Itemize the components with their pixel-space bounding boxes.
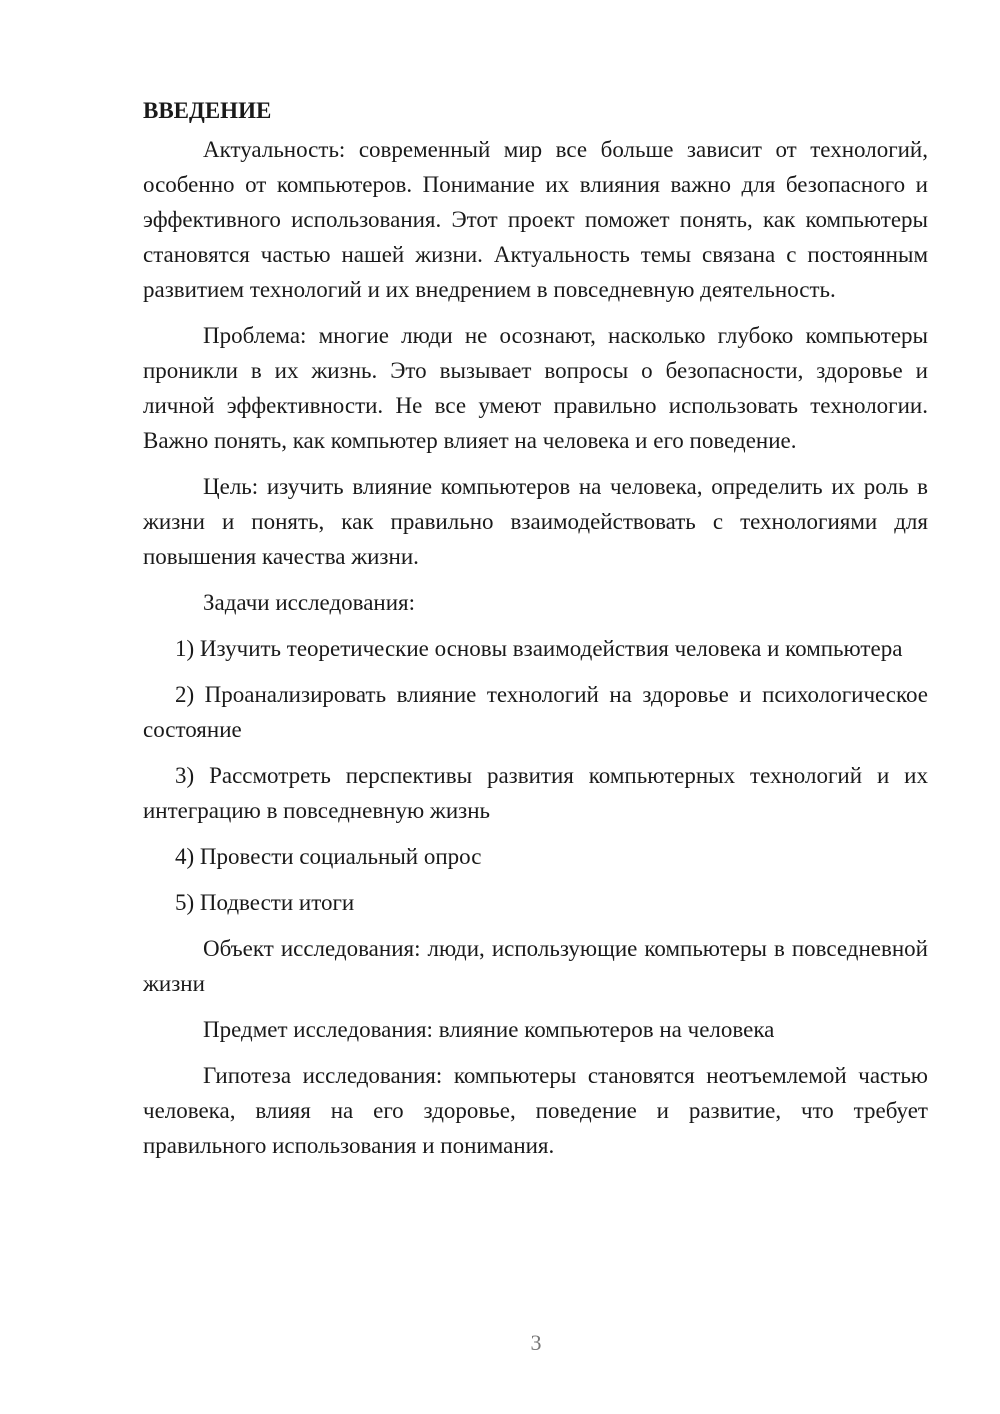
paragraph-problem: Проблема: многие люди не осознают, насколько глубоко компьютеры проникли в их жизнь. Это вызывает вопросы о безопасности, здоровье и личной эффективности. Не все умеют правильно использовать технологии. Важно понять, как компьютер влияет на человека и его поведение. [143,323,928,453]
document-page [143,93,928,1174]
paragraph-tasks-heading: Задачи исследования: [203,590,416,615]
paragraph-object: Объект исследования: люди, использующие компьютеры в повседневной жизни [143,936,928,996]
task-item-2: 2) Проанализировать влияние технологий на здоровье и психологическое состояние [143,682,928,742]
paragraph-relevance: Актуальность: современный мир все больше зависит от технологий, особенно от компьютеров. Понимание их влияния важно для безопасного и эффективного использования. Этот проект поможет понять, как компьютеры становятся частью нашей жизни. Актуальность темы связана с постоянным развитием технологий и их внедрением в повседневную деятельность. [143,137,928,302]
page-title: ВВЕДЕНИЕ [143,98,272,123]
task-item-4: 4) Провести социальный опрос [175,844,482,869]
task-item-1: 1) Изучить теоретические основы взаимодействия человека и компьютера [175,636,903,661]
paragraph-subject: Предмет исследования: влияние компьютеров на человека [203,1017,775,1042]
page-number: 3 [530,1330,542,1355]
paragraph-goal: Цель: изучить влияние компьютеров на человека, определить их роль в жизни и понять, как правильно взаимодействовать с технологиями для повышения качества жизни. [143,474,928,569]
task-item-3: 3) Рассмотреть перспективы развития компьютерных технологий и их интеграцию в повседневную жизнь [143,763,928,823]
paragraph-hypothesis: Гипотеза исследования: компьютеры становятся неотъемлемой частью человека, влияя на его здоровье, поведение и развитие, что требует правильного использования и понимания. [143,1063,928,1158]
task-item-5: 5) Подвести итоги [175,890,355,915]
